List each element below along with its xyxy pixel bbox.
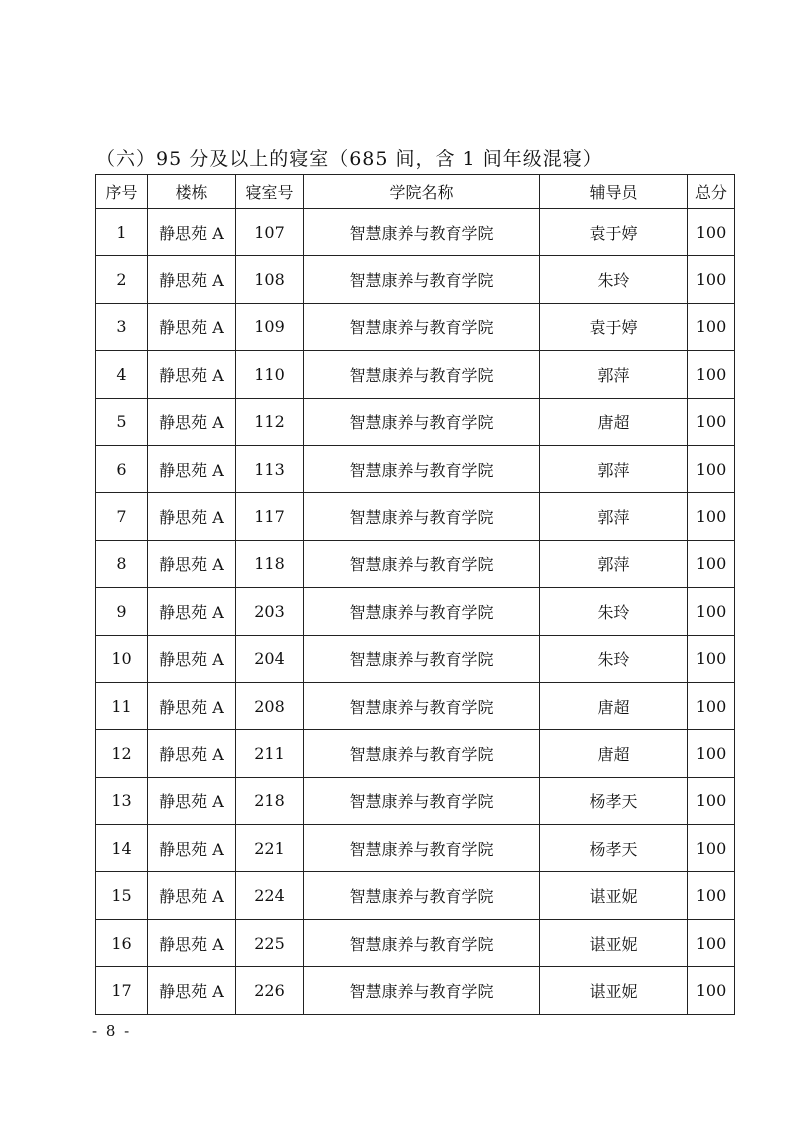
cell-room: 107 xyxy=(236,209,304,256)
cell-counselor: 朱玲 xyxy=(540,588,688,635)
cell-index: 15 xyxy=(96,872,148,919)
header-building: 楼栋 xyxy=(148,175,236,209)
cell-index: 14 xyxy=(96,825,148,872)
table-row xyxy=(96,635,735,682)
cell-college: 智慧康养与教育学院 xyxy=(304,303,540,350)
cell-building: 静思苑 A xyxy=(148,303,236,350)
table-row xyxy=(96,303,735,350)
cell-room: 218 xyxy=(236,777,304,824)
cell-index: 1 xyxy=(96,209,148,256)
table-row xyxy=(96,682,735,729)
cell-college: 智慧康养与教育学院 xyxy=(304,777,540,824)
cell-counselor: 朱玲 xyxy=(540,635,688,682)
cell-building: 静思苑 A xyxy=(148,777,236,824)
cell-index: 8 xyxy=(96,540,148,587)
cell-score: 100 xyxy=(688,256,735,303)
cell-index: 9 xyxy=(96,588,148,635)
section-title: （六）95 分及以上的寝室（685 间，含 1 间年级混寝） xyxy=(96,148,603,170)
cell-score: 100 xyxy=(688,209,735,256)
cell-counselor: 袁于婷 xyxy=(540,209,688,256)
cell-building: 静思苑 A xyxy=(148,445,236,492)
cell-index: 3 xyxy=(96,303,148,350)
cell-building: 静思苑 A xyxy=(148,682,236,729)
cell-building: 静思苑 A xyxy=(148,493,236,540)
table-header-row xyxy=(96,175,735,209)
cell-college: 智慧康养与教育学院 xyxy=(304,635,540,682)
cell-index: 13 xyxy=(96,777,148,824)
cell-room: 112 xyxy=(236,398,304,445)
cell-building: 静思苑 A xyxy=(148,256,236,303)
cell-counselor: 袁于婷 xyxy=(540,303,688,350)
cell-room: 221 xyxy=(236,825,304,872)
table-row xyxy=(96,730,735,777)
cell-building: 静思苑 A xyxy=(148,540,236,587)
cell-college: 智慧康养与教育学院 xyxy=(304,682,540,729)
cell-score: 100 xyxy=(688,635,735,682)
cell-index: 6 xyxy=(96,445,148,492)
cell-room: 108 xyxy=(236,256,304,303)
table-row xyxy=(96,493,735,540)
cell-counselor: 杨孝天 xyxy=(540,777,688,824)
cell-counselor: 郭萍 xyxy=(540,351,688,398)
dorm-score-table xyxy=(95,174,735,1015)
cell-counselor: 谌亚妮 xyxy=(540,967,688,1014)
cell-index: 7 xyxy=(96,493,148,540)
header-score: 总分 xyxy=(688,175,735,209)
cell-building: 静思苑 A xyxy=(148,730,236,777)
cell-room: 224 xyxy=(236,872,304,919)
cell-room: 211 xyxy=(236,730,304,777)
cell-score: 100 xyxy=(688,398,735,445)
table-row xyxy=(96,967,735,1014)
page-number: - 8 - xyxy=(92,1022,132,1040)
cell-score: 100 xyxy=(688,872,735,919)
cell-room: 204 xyxy=(236,635,304,682)
table-row xyxy=(96,777,735,824)
cell-building: 静思苑 A xyxy=(148,872,236,919)
cell-room: 113 xyxy=(236,445,304,492)
cell-index: 12 xyxy=(96,730,148,777)
cell-building: 静思苑 A xyxy=(148,967,236,1014)
table-row xyxy=(96,872,735,919)
cell-room: 226 xyxy=(236,967,304,1014)
cell-building: 静思苑 A xyxy=(148,588,236,635)
cell-building: 静思苑 A xyxy=(148,209,236,256)
cell-counselor: 谌亚妮 xyxy=(540,919,688,966)
cell-building: 静思苑 A xyxy=(148,351,236,398)
table-row xyxy=(96,209,735,256)
cell-counselor: 朱玲 xyxy=(540,256,688,303)
cell-room: 208 xyxy=(236,682,304,729)
table-row xyxy=(96,588,735,635)
table-row xyxy=(96,919,735,966)
cell-room: 110 xyxy=(236,351,304,398)
cell-index: 10 xyxy=(96,635,148,682)
cell-room: 225 xyxy=(236,919,304,966)
table-row xyxy=(96,398,735,445)
cell-score: 100 xyxy=(688,730,735,777)
cell-college: 智慧康养与教育学院 xyxy=(304,588,540,635)
cell-college: 智慧康养与教育学院 xyxy=(304,919,540,966)
cell-college: 智慧康养与教育学院 xyxy=(304,730,540,777)
table-row xyxy=(96,445,735,492)
cell-index: 5 xyxy=(96,398,148,445)
header-counselor: 辅导员 xyxy=(540,175,688,209)
header-index: 序号 xyxy=(96,175,148,209)
cell-college: 智慧康养与教育学院 xyxy=(304,256,540,303)
cell-room: 118 xyxy=(236,540,304,587)
cell-score: 100 xyxy=(688,825,735,872)
header-college: 学院名称 xyxy=(304,175,540,209)
table-row xyxy=(96,351,735,398)
cell-college: 智慧康养与教育学院 xyxy=(304,967,540,1014)
cell-counselor: 唐超 xyxy=(540,682,688,729)
cell-counselor: 谌亚妮 xyxy=(540,872,688,919)
cell-index: 17 xyxy=(96,967,148,1014)
cell-counselor: 杨孝天 xyxy=(540,825,688,872)
cell-college: 智慧康养与教育学院 xyxy=(304,209,540,256)
cell-building: 静思苑 A xyxy=(148,635,236,682)
table-row xyxy=(96,256,735,303)
cell-index: 16 xyxy=(96,919,148,966)
cell-college: 智慧康养与教育学院 xyxy=(304,493,540,540)
cell-score: 100 xyxy=(688,682,735,729)
cell-counselor: 唐超 xyxy=(540,730,688,777)
cell-score: 100 xyxy=(688,303,735,350)
cell-score: 100 xyxy=(688,351,735,398)
cell-index: 2 xyxy=(96,256,148,303)
cell-college: 智慧康养与教育学院 xyxy=(304,872,540,919)
cell-index: 11 xyxy=(96,682,148,729)
cell-college: 智慧康养与教育学院 xyxy=(304,445,540,492)
cell-score: 100 xyxy=(688,967,735,1014)
cell-index: 4 xyxy=(96,351,148,398)
cell-score: 100 xyxy=(688,588,735,635)
cell-room: 117 xyxy=(236,493,304,540)
cell-college: 智慧康养与教育学院 xyxy=(304,351,540,398)
cell-college: 智慧康养与教育学院 xyxy=(304,540,540,587)
cell-counselor: 郭萍 xyxy=(540,493,688,540)
cell-score: 100 xyxy=(688,777,735,824)
cell-counselor: 唐超 xyxy=(540,398,688,445)
cell-room: 109 xyxy=(236,303,304,350)
table-row xyxy=(96,540,735,587)
cell-counselor: 郭萍 xyxy=(540,445,688,492)
cell-college: 智慧康养与教育学院 xyxy=(304,825,540,872)
table-row xyxy=(96,825,735,872)
header-room: 寝室号 xyxy=(236,175,304,209)
cell-score: 100 xyxy=(688,919,735,966)
cell-building: 静思苑 A xyxy=(148,825,236,872)
cell-score: 100 xyxy=(688,493,735,540)
cell-building: 静思苑 A xyxy=(148,398,236,445)
cell-score: 100 xyxy=(688,445,735,492)
cell-score: 100 xyxy=(688,540,735,587)
cell-counselor: 郭萍 xyxy=(540,540,688,587)
cell-room: 203 xyxy=(236,588,304,635)
cell-building: 静思苑 A xyxy=(148,919,236,966)
cell-college: 智慧康养与教育学院 xyxy=(304,398,540,445)
